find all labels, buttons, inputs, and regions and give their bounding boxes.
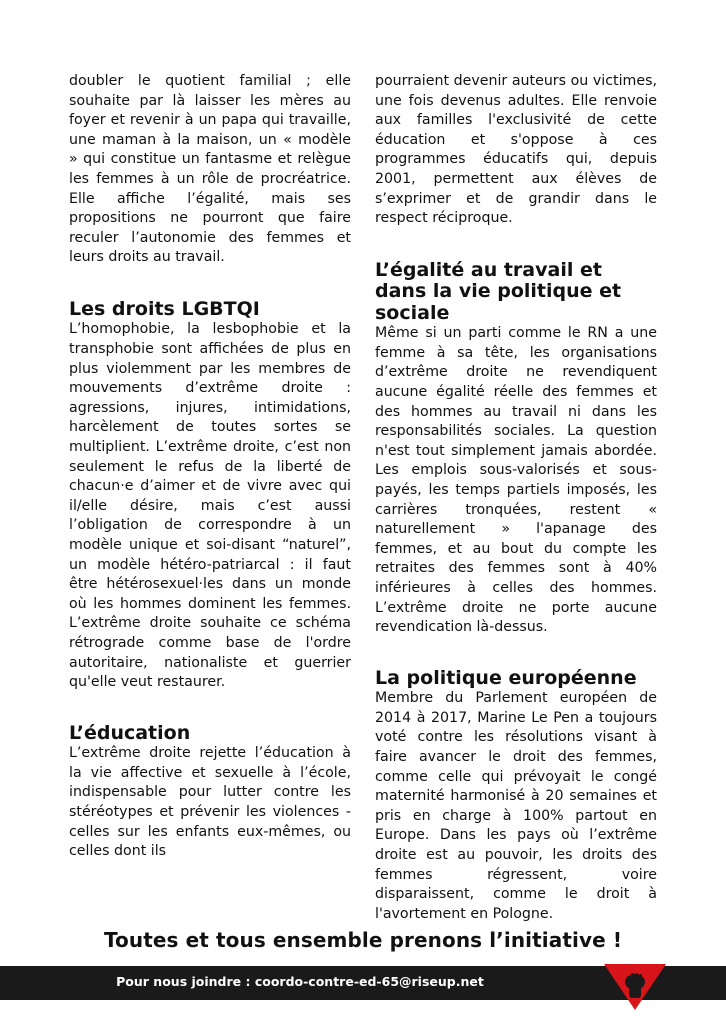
education-paragraph: L’extrême droite rejette l’éducation à la vie affective et sexuelle à l’école, indispensable pour lutter contre les stéréotypes et prévenir les violences - celles sur les enfants eux-mêmes, ou celles dont ils [69, 745, 351, 860]
contact-email[interactable]: Pour nous joindre : coordo-contre-ed-65@riseup.net [116, 974, 484, 989]
education-heading: L’éducation [69, 721, 191, 744]
equality-heading: L’égalité au travail et dans la vie politique et sociale [375, 258, 622, 324]
intro-paragraph: doubler le quotient familial ; elle souhaite par là laisser les mères au foyer et revenir à un papa qui travaille, une maman à la maison, un « modèle » qui constitue un fantasme et relègue les femmes à un rôle de procréatrice. Elle affiche l’égalité, mais ses propositions ne pourront que faire reculer l’autonomie des femmes et leurs droits au travail. [69, 73, 351, 266]
europe-heading: La politique européenne [375, 666, 637, 689]
right-column [375, 72, 657, 924]
equality-paragraph: Même si un parti comme le RN a une femme à sa tête, les organisations d’extrême droite ne revendiquent aucune égalité réelle des femmes et des hommes au travail ni dans les responsabilités sociales. La question n'est tout simplement jamais abordée. Les emplois sous-valorisés et sous-payés, les temps partiels imposés, les carrières tronquées, restent « naturellement » l'apanage des femmes, et au bout du compte les retraites des femmes sont à 40% inférieures à celles des hommes. L’extrême droite ne porte aucune revendication là-dessus. [375, 325, 657, 636]
lgbtqi-heading: Les droits LGBTQI [69, 297, 260, 320]
slogan: Toutes et tous ensemble prenons l’initiative ! [103, 928, 623, 952]
left-column [69, 72, 351, 862]
red-triangle-fist-logo-icon [602, 962, 668, 1016]
lgbtqi-paragraph: L’homophobie, la lesbophobie et la transphobie sont affichées de plus en plus violemment par les membres de mouvements d’extrême droite : agressions, injures, intimidations, harcèlement de toutes sortes se multiplient. L’extrême droite, c’est non seulement le refus de la liberté de chacun·e d’aimer et de vivre avec qui il/elle désire, mais c’est aussi l’obligation de correspondre à un modèle unique et soi-disant “naturel”, un modèle hétéro-patriarcal : il faut être hétérosexuel·les dans un monde où les hommes dominent les femmes. L’extrême droite souhaite ce schéma rétrograde comme base de l'ordre autoritaire, nationaliste et guerrier qu'elle veut restaurer. [69, 321, 351, 691]
europe-paragraph: Membre du Parlement européen de 2014 à 2017, Marine Le Pen a toujours voté contre les résolutions visant à faire avancer le droit des femmes, comme celle qui prévoyait le congé maternité harmonisé à 20 semaines et pris en charge à 100% partout en Europe. Dans les pays où l’extrême droite est au pouvoir, les droits des femmes régressent, voire disparaissent, comme le droit à l'avortement en Pologne. [375, 690, 657, 922]
education-continued-paragraph: pourraient devenir auteurs ou victimes, une fois devenus adultes. Elle renvoie aux familles l'exclusivité de cette éducation et s'oppose à ces programmes éducatifs qui, depuis 2001, permettent aux élèves de s’exprimer et de grandir dans le respect réciproque. [375, 73, 657, 227]
